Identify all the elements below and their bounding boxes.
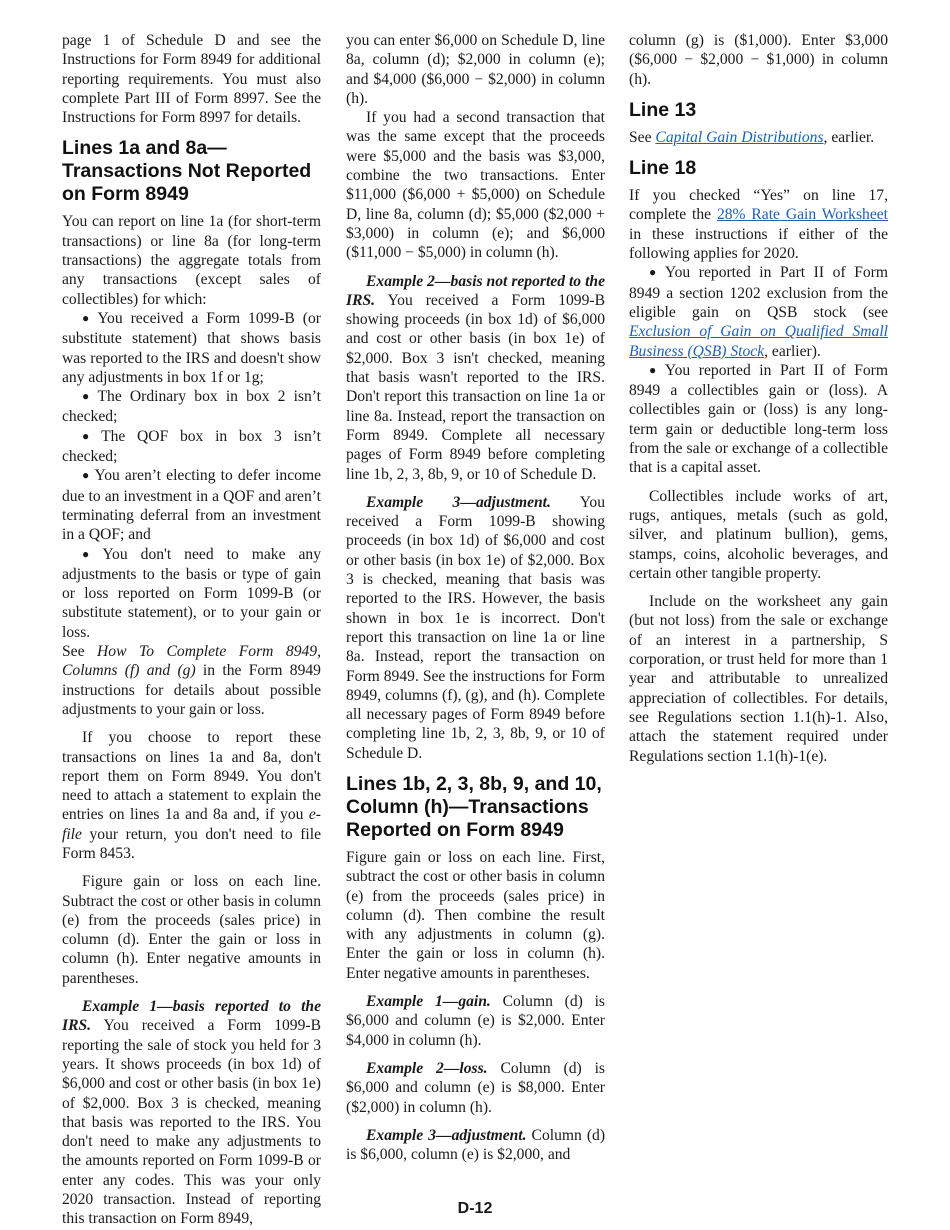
paragraph (62, 212, 321, 308)
column-1 (62, 31, 321, 1229)
paragraph (346, 848, 605, 983)
bullet-icon: ● (82, 468, 91, 483)
text-run: The Ordinary box in box 2 isn’t checked; (62, 388, 322, 426)
paragraph (629, 487, 888, 583)
example-title: Example 1—gain. (366, 993, 491, 1011)
cross-reference-link[interactable]: Capital Gain Distributions (655, 128, 824, 146)
text-run: If you choose to report these transactions on lines 1a and 8a, don't report them on Form 8949. You don't need to attach a statement to explain the entries on lines 1a and 8a and, if you (62, 729, 321, 824)
text-run: You received a Form 1099-B showing proceeds (in box 1d) of $6,000 and cost or other basis (in box 1e) of $2,000. Box 3 isn't checked, meaning that basis wasn't reported to the IRS. Don't report this transaction on line 1a or line 8a. Instead, report the transaction on Form 8949. Complete all necessary pages of Form 8949 before completing line 1b, 2, 3, 8b, 9, or 10 of Schedule D. (346, 291, 605, 483)
text-run: Figure gain or loss on each line. Subtract the cost or other basis in column (e) from the proceeds (sales price) in column (d). Enter the gain or loss in column (h). Enter negative amounts in parentheses. (62, 873, 321, 987)
bullet-icon: ● (82, 546, 99, 561)
section-heading (346, 773, 605, 842)
bullet-item (62, 545, 321, 642)
bullet-item (62, 387, 321, 427)
text-run: Column (d) is $6,000 and column (e) is $2,000. Enter $4,000 in column (h). (346, 993, 605, 1049)
section-heading (629, 99, 888, 122)
bullet-icon: ● (82, 310, 94, 325)
example-title: Example 2—basis not reported to the IRS. (346, 272, 605, 309)
paragraph (62, 872, 321, 988)
column-2 (346, 31, 605, 1164)
text-run: Column (d) is $6,000 and column (e) is $8,000. Enter ($2,000) in column (h). (346, 1059, 605, 1116)
text-run: You reported in Part II of Form 8949 a section 1202 exclusion from the eligible gain on QSB stock (see (629, 264, 888, 321)
cross-reference-link[interactable]: Exclusion of Gain on Qualified Small Business (QSB) Stock (629, 323, 888, 360)
text-run: column (g) is ($1,000). Enter $3,000 ($6,000 − $2,000 − $1,000) in column (h). (629, 32, 888, 88)
text-run: You aren’t electing to defer income due to an investment in a QOF and aren’t terminating deferral from an investment in a QOF; and (62, 467, 321, 544)
example-title: Example 2—loss. (366, 1059, 488, 1077)
text-run: , earlier). (764, 342, 821, 360)
bullet-icon: ● (649, 265, 661, 280)
paragraph (346, 992, 605, 1050)
paragraph (346, 1059, 605, 1117)
paragraph (346, 31, 605, 108)
text-run: , earlier. (823, 128, 875, 146)
text-run: You received a Form 1099-B showing proceeds (in box 1d) of $6,000 and cost or other basis (in box 1e) of $2,000. Box 3 is checked, meaning that basis was reported to the IRS. However, the basis shown in box 1e is incorrect. Don't report this transaction on line 1a or line 8a. Instead, report the transaction on Form 8949. See the instructions for Form 8949, columns (f), (g), and (h). Complete all necessary pages of Form 8949 before completing line 1b, 2, 3, 8b, 9, or 10 of Schedule D. (346, 493, 605, 762)
paragraph (62, 997, 321, 1229)
paragraph (629, 128, 888, 147)
example-title: Example 3—adjustment. (366, 1126, 527, 1144)
text-run: e-file (62, 806, 321, 843)
text-run: in these instructions if either of the following applies for 2020. (629, 225, 888, 263)
example-title: Example 1—basis reported to the IRS. (62, 998, 321, 1035)
text-run: You received a Form 1099-B reporting the sale of stock you held for 3 years. It shows proceeds (in box 1d) of $6,000 and cost or other basis (in box 1e) of $2,000. Box 3 is checked, meaning that basis was reported to the IRS. You don't need to make any adjustments to the amounts reported on Form 1099-B or enter any codes. This was your only 2020 transaction. Instead of reporting this transaction on Form 8949, (62, 1017, 321, 1228)
cross-reference-link[interactable]: 28% Rate Gain Worksheet (716, 206, 889, 224)
paragraph (62, 728, 321, 863)
text-run: Line 18 (629, 157, 697, 180)
text-run: See (629, 128, 656, 146)
bullet-icon: ● (82, 428, 98, 443)
text-run: Figure gain or loss on each line. First, subtract the cost or other basis in column (e) from the proceeds (sales price) in column (d). Then combine the result with any adjustments in column (g). Enter the gain or loss in column (h). Enter negative amounts in parentheses. (346, 848, 605, 982)
example-title: Example 3—adjustment. (366, 493, 551, 511)
text-run: Lines 1b, 2, 3, 8b, 9, and 10, Column (h)—Transactions Reported on Form 8949 (346, 772, 602, 841)
paragraph (629, 31, 888, 89)
paragraph (62, 642, 321, 719)
text-run: You don't need to make any adjustments to the basis or type of gain or loss reported on Form 1099-B (or substitute statement), or to your gain or loss. (62, 545, 322, 641)
text-run: in the Form 8949 instructions for details about possible adjustments to your gain or loss. (62, 662, 321, 718)
text-run: The QOF box in box 3 isn’t checked; (62, 427, 321, 466)
column-3 (629, 31, 888, 766)
bullet-item (62, 309, 321, 387)
bullet-item (629, 263, 888, 360)
text-run: Column (d) is $6,000, column (e) is $2,000, and (346, 1126, 606, 1164)
text-run: Line 13 (629, 98, 697, 121)
text-run: You reported in Part II of Form 8949 a collectibles gain or (loss). A collectibles gain or (loss) is any long-term gain or deductible long-term loss from the sale or exchange of a collectible that is a capital asset. (629, 361, 888, 477)
section-heading (62, 137, 321, 206)
text-run: If you had a second transaction that was the same except that the proceeds were $5,000 and the basis was $3,000, combine the two transactions. Enter $11,000 ($6,000 + $5,000) on Schedule D, line 8a, column (d); $5,000 ($2,000 + $3,000) in column (e); and $6,000 ($11,000 − $5,000) in column (h). (346, 109, 605, 262)
bullet-item (62, 466, 321, 544)
paragraph (62, 31, 321, 127)
text-run: your return, you don't need to file Form 8453. (62, 825, 321, 862)
bullet-item (629, 361, 888, 478)
text-run: You received a Form 1099-B (or substitute statement) that shows basis was reported to the IRS and doesn't show any adjustments in box 1f or 1g; (62, 309, 321, 386)
paragraph (629, 592, 888, 766)
text-run: Lines 1a and 8a—Transactions Not Reported on Form 8949 (62, 137, 312, 206)
text-run: Collectibles include works of art, rugs, antiques, metals (such as gold, silver, and platinum bullion), gems, stamps, coins, alcoholic beverages, and certain other tangible property. (629, 487, 888, 582)
paragraph (629, 186, 888, 263)
paragraph (346, 493, 605, 763)
text-run: page 1 of Schedule D and see the Instructions for Form 8949 for additional reporting requirements. You must also complete Part III of Form 8997. See the Instructions for Form 8997 for details. (62, 32, 321, 127)
bullet-item (62, 427, 321, 467)
paragraph (346, 108, 605, 262)
bullet-icon: ● (82, 389, 94, 404)
text-run: You can report on line 1a (for short-term transactions) or line 8a (for long-term transactions) the aggregate totals from any transactions (except sales of collectibles) for which: (62, 213, 321, 308)
section-heading (629, 157, 888, 180)
page-number: D-12 (457, 1200, 493, 1217)
text-run: How To Complete Form 8949, Columns (f) and (g) (62, 643, 321, 680)
text-run: If you checked “Yes” on line 17, complete the (629, 187, 888, 224)
text-run: you can enter $6,000 on Schedule D, line 8a, column (d); $2,000 in column (e); and $4,000 ($6,000 − $2,000) in column (h). (346, 32, 605, 107)
text-run: See (62, 643, 98, 661)
paragraph (346, 1126, 605, 1165)
paragraph (346, 272, 605, 484)
bullet-icon: ● (649, 362, 661, 377)
text-run: Include on the worksheet any gain (but not loss) from the sale or exchange of an interest in a partnership, S corporation, or trust held for more than 1 year and attributable to unrealized appreciation of collectibles. For details, see Regulations section 1.1(h)-1. Also, attach the statement required under Regulations section 1.1(h)-1(e). (629, 593, 888, 765)
